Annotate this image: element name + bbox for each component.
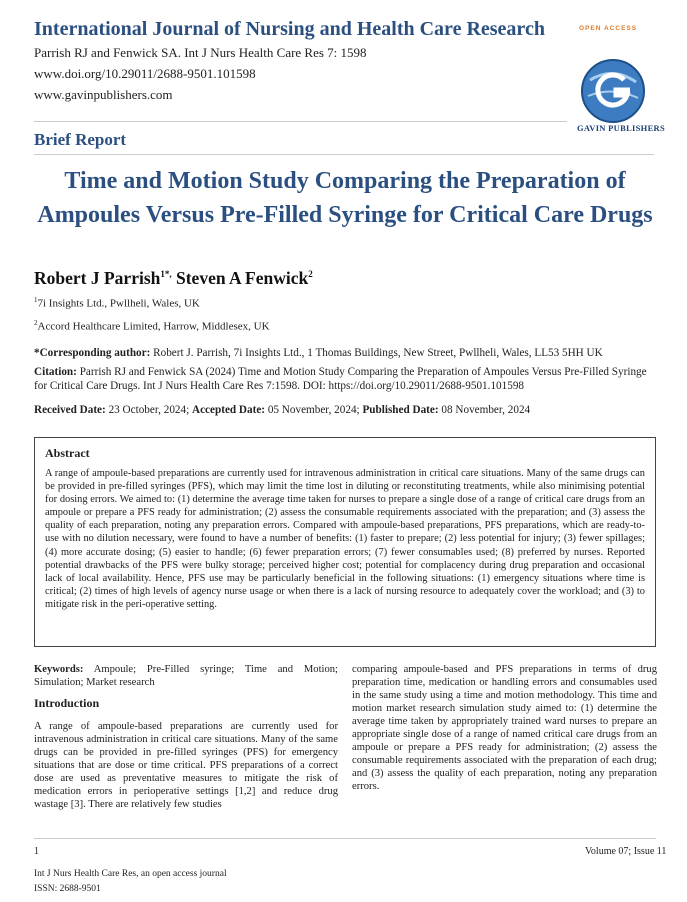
abstract-heading: Abstract <box>45 446 90 460</box>
introduction-paragraph: A range of ampoule-based preparations are currently used for intravenous administration in critical care situations. Many of the same drugs can be provided in pre-filled syringes (PFS) for emergency situations that are dose or time critical. PFS preparations of a correct dose are used as preventative measures to mitigate the risk of medication errors in perioperative settings [1,2] and reduce drug wastage [3]. There are relatively few studies <box>34 721 338 810</box>
left-column <box>34 663 338 811</box>
author-superscript: 1*, <box>160 269 172 280</box>
citation-text: Parrish RJ and Fenwick SA (2024) Time and Motion Study Comparing the Preparation of Ampoules Versus Pre-Filled Syringe for Critical Care Drugs. Int J Nurs Health Care Res 7:1598. DOI: https://doi.org/10.29011/2688-9501.101598 <box>34 366 647 392</box>
affiliation-text: 7i Insights Ltd., Pwllheli, Wales, UK <box>37 297 200 310</box>
author-name: Steven A Fenwick <box>176 268 309 288</box>
divider <box>34 121 567 122</box>
journal-title: International Journal of Nursing and Health Care Research <box>34 18 545 40</box>
corresponding-author <box>34 347 603 359</box>
volume-issue: Volume 07; Issue 11 <box>585 846 667 857</box>
doi-line[interactable]: www.doi.org/10.29011/2688-9501.101598 <box>34 66 256 81</box>
corresponding-text: Robert J. Parrish, 7i Insights Ltd., 1 Thomas Buildings, New Street, Pwllheli, Wales, LL53 5HH UK <box>153 347 603 359</box>
abstract-text: A range of ampoule-based preparations are currently used for intravenous administration in critical care situations. Many of the same drugs can be provided in pre-filled syringes (PFS), which may limit the time lost in diluting or reconstituting treatments, while also minimising potential for dosing errors. We aimed to: (1) determine the average time taken for nurses to prepare a single dose of a range of critical care drugs from an ampoule or prepare a PFS ready for administration; (2) assess the consumable requirements associated with the preparation; and (3) assess the quality of each preparation, noting any preparation errors. Compared with ampoule-based preparations, PFS preparations, which are ready-to-use with no dilution necessary, were found to have a number of benefits: (1) faster to prepare; (2) less potential for injury; (3) fewer spillages; (4) more accurate dosing; (5) easier to handle; (6) fewer preparation errors; (7) fewer consumables used; (8) preferred by nurses. Reported potential drawbacks of the PFS were bulky storage; perceived higher cost; potential for complacency during drug preparation and occasional lack of local availability. Hence, PFS use may be particularly beneficial in the following situations: (1) emergency situations where time is critical; (2) times of high levels of agency nurse usage or when there is a lack of nursing resource to adequately cover the workload; and (3) to mitigate risk in the peri-operative setting. <box>45 468 645 610</box>
right-column <box>352 663 657 793</box>
affiliation-text: Accord Healthcare Limited, Harrow, Middlesex, UK <box>37 320 270 333</box>
article-type: Brief Report <box>34 130 127 149</box>
introduction-heading: Introduction <box>34 696 100 710</box>
footer-issn: ISSN: 2688-9501 <box>34 884 101 894</box>
abstract-box <box>34 437 656 647</box>
received-label: Received Date: <box>34 404 106 416</box>
accepted-date: 05 November, 2024; <box>267 404 360 416</box>
citation-label: Citation: <box>34 366 77 378</box>
published-date: 08 November, 2024 <box>441 404 531 416</box>
affiliation <box>34 296 200 310</box>
affiliation-number: 2 <box>34 319 38 327</box>
footer-journal-note: Int J Nurs Health Care Res, an open access journal <box>34 869 227 879</box>
footer-divider <box>34 838 656 839</box>
gavin-publishers-logo-icon <box>580 58 646 124</box>
keywords-text: Ampoule; Pre-Filled syringe; Time and Motion; Simulation; Market research <box>34 664 338 688</box>
publisher-name: GAVIN PUBLISHERS <box>577 123 666 133</box>
page-number: 1 <box>34 846 39 857</box>
introduction-paragraph-continued: comparing ampoule-based and PFS preparations in terms of drug preparation time, medication or handling errors and consumables used in the same study using a time and motion methodology. This time and motion market research simulation study aimed to: (1) determine the average time taken by appropriately trained ward nurses to prepare an appropriate single dose of a range of named critical care drugs from an ampoule or prepare a PFS ready for administration; (2) assess the consumable requirements associated with the preparation of each drug; and (3) assess the quality of each preparation, noting any preparation errors. <box>352 664 657 792</box>
author-superscript: 2 <box>308 269 313 280</box>
citation-line: Parrish RJ and Fenwick SA. Int J Nurs Health Care Res 7: 1598 <box>34 45 367 60</box>
author-list <box>34 268 313 289</box>
divider <box>34 154 654 155</box>
website-link[interactable]: www.gavinpublishers.com <box>34 87 173 102</box>
article-title: Time and Motion Study Comparing the Preparation of Ampoules Versus Pre-Filled Syringe for Critical Care Drugs <box>37 168 653 228</box>
keywords <box>34 663 338 689</box>
keywords-label: Keywords: <box>34 664 84 675</box>
accepted-label: Accepted Date: <box>192 404 266 416</box>
dates-line <box>34 404 530 416</box>
open-access-label: OPEN ACCESS <box>579 25 638 32</box>
corresponding-label: *Corresponding author: <box>34 347 151 359</box>
received-date: 23 October, 2024; <box>108 404 190 416</box>
affiliation <box>34 319 270 333</box>
affiliation-number: 1 <box>34 296 38 304</box>
published-label: Published Date: <box>362 404 439 416</box>
citation-block <box>34 366 659 393</box>
author-name: Robert J Parrish <box>34 268 161 288</box>
